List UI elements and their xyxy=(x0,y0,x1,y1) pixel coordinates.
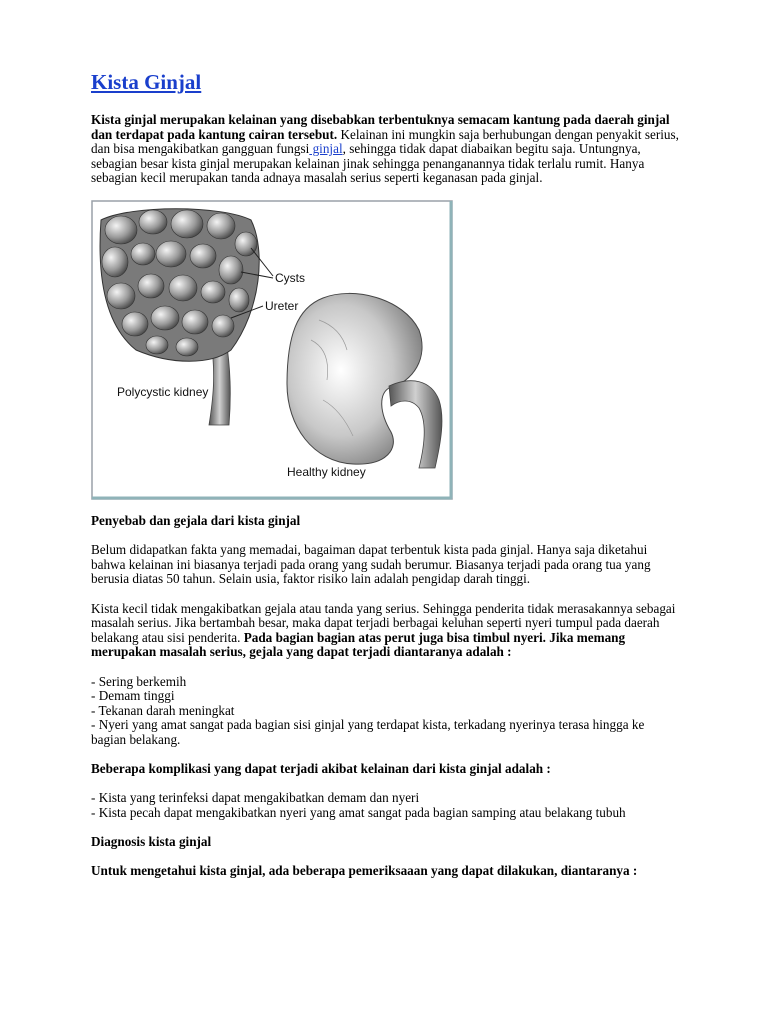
section1-paragraph-2-bold: Pada bagian bagian atas perut juga bisa timbul nyeri. Jika memang merupakan masalah serius, gejala yang dapat terjadi diantaranya adalah : xyxy=(91,629,626,660)
intro-bold-text: Kista ginjal merupakan kelainan yang disebabkan terbentuknya semacam kantung pada daerah ginjal dan terdapat pada kantung cairan tersebut. xyxy=(91,112,670,142)
section1-heading: Penyebab dan gejala dari kista ginjal xyxy=(91,512,301,528)
section2-heading: Beberapa komplikasi yang dapat terjadi akibat kelainan dari kista ginjal adalah : xyxy=(91,761,551,777)
symptom-item: - Demam tinggi xyxy=(91,688,175,704)
label-healthy-kidney: Healthy kidney xyxy=(287,464,366,479)
intro-text-before-link: Kelainan ini mungkin saja berhubungan dengan penyakit serius, dan bisa mengakibatkan gangguan fungsi xyxy=(91,126,679,157)
symptom-item: - Tekanan darah meningkat xyxy=(91,702,235,718)
intro-paragraph xyxy=(91,113,681,186)
complication-item: - Kista yang terinfeksi dapat mengakibatkan demam dan nyeri xyxy=(91,790,420,806)
label-ureter: Ureter xyxy=(265,298,299,313)
section1-paragraph-2-normal: Kista kecil tidak mengakibatkan gejala atau tanda yang serius. Sehingga penderita tidak merasakannya sebagai masalah serius. Jika bertambah besar, maka dapat terjadi berbagai keluhan seperti nyeri tumpul pada daerah belakang atau sisi penderita. xyxy=(91,600,676,645)
section1-paragraph-1: Belum didapatkan fakta yang memadai, bagaiman dapat terbentuk kista pada ginjal. Hanya saja diketahui bahwa kelainan ini biasanya terjadi pada orang yang sudah berumur. Biasanya terjadi pada orang tua yang berusia diatas 50 tahun. Selain usia, faktor risiko lain adalah pengidap darah tinggi. xyxy=(91,542,651,587)
symptom-item: - Nyeri yang amat sangat pada bagian sisi ginjal yang terdapat kista, terkadang nyerinya terasa hingga ke bagian belakang. xyxy=(91,717,645,747)
complication-item: - Kista pecah dapat mengakibatkan nyeri yang amat sangat pada bagian samping atau belakang tubuh xyxy=(91,804,626,820)
section1-paragraph-2 xyxy=(91,602,681,660)
ginjal-link[interactable]: ginjal xyxy=(309,141,343,157)
section3-paragraph: Untuk mengetahui kista ginjal, ada beberapa pemeriksaaan yang dapat dilakukan, diantaranya : xyxy=(91,863,638,879)
label-cysts: Cysts xyxy=(275,270,305,285)
article-title[interactable]: Kista Ginjal xyxy=(91,70,202,94)
kidney-diagram-svg xyxy=(91,200,453,500)
label-polycystic-kidney: Polycystic kidney xyxy=(117,384,209,399)
article-content xyxy=(91,70,681,879)
intro-text-after-link: , sehingga tidak dapat diabaikan begitu saja. Untungnya, sebagian besar kista ginjal merupakan kelainan jinak sehingga penanganannya tidak terlalu rumit. Hanya sebagian kecil merupakan tanda adnaya masalah serius seperti keganasan pada ginjal. xyxy=(91,141,645,186)
section3-heading: Diagnosis kista ginjal xyxy=(91,834,212,850)
kidney-illustration xyxy=(91,200,453,500)
symptom-item: - Sering berkemih xyxy=(91,673,187,689)
